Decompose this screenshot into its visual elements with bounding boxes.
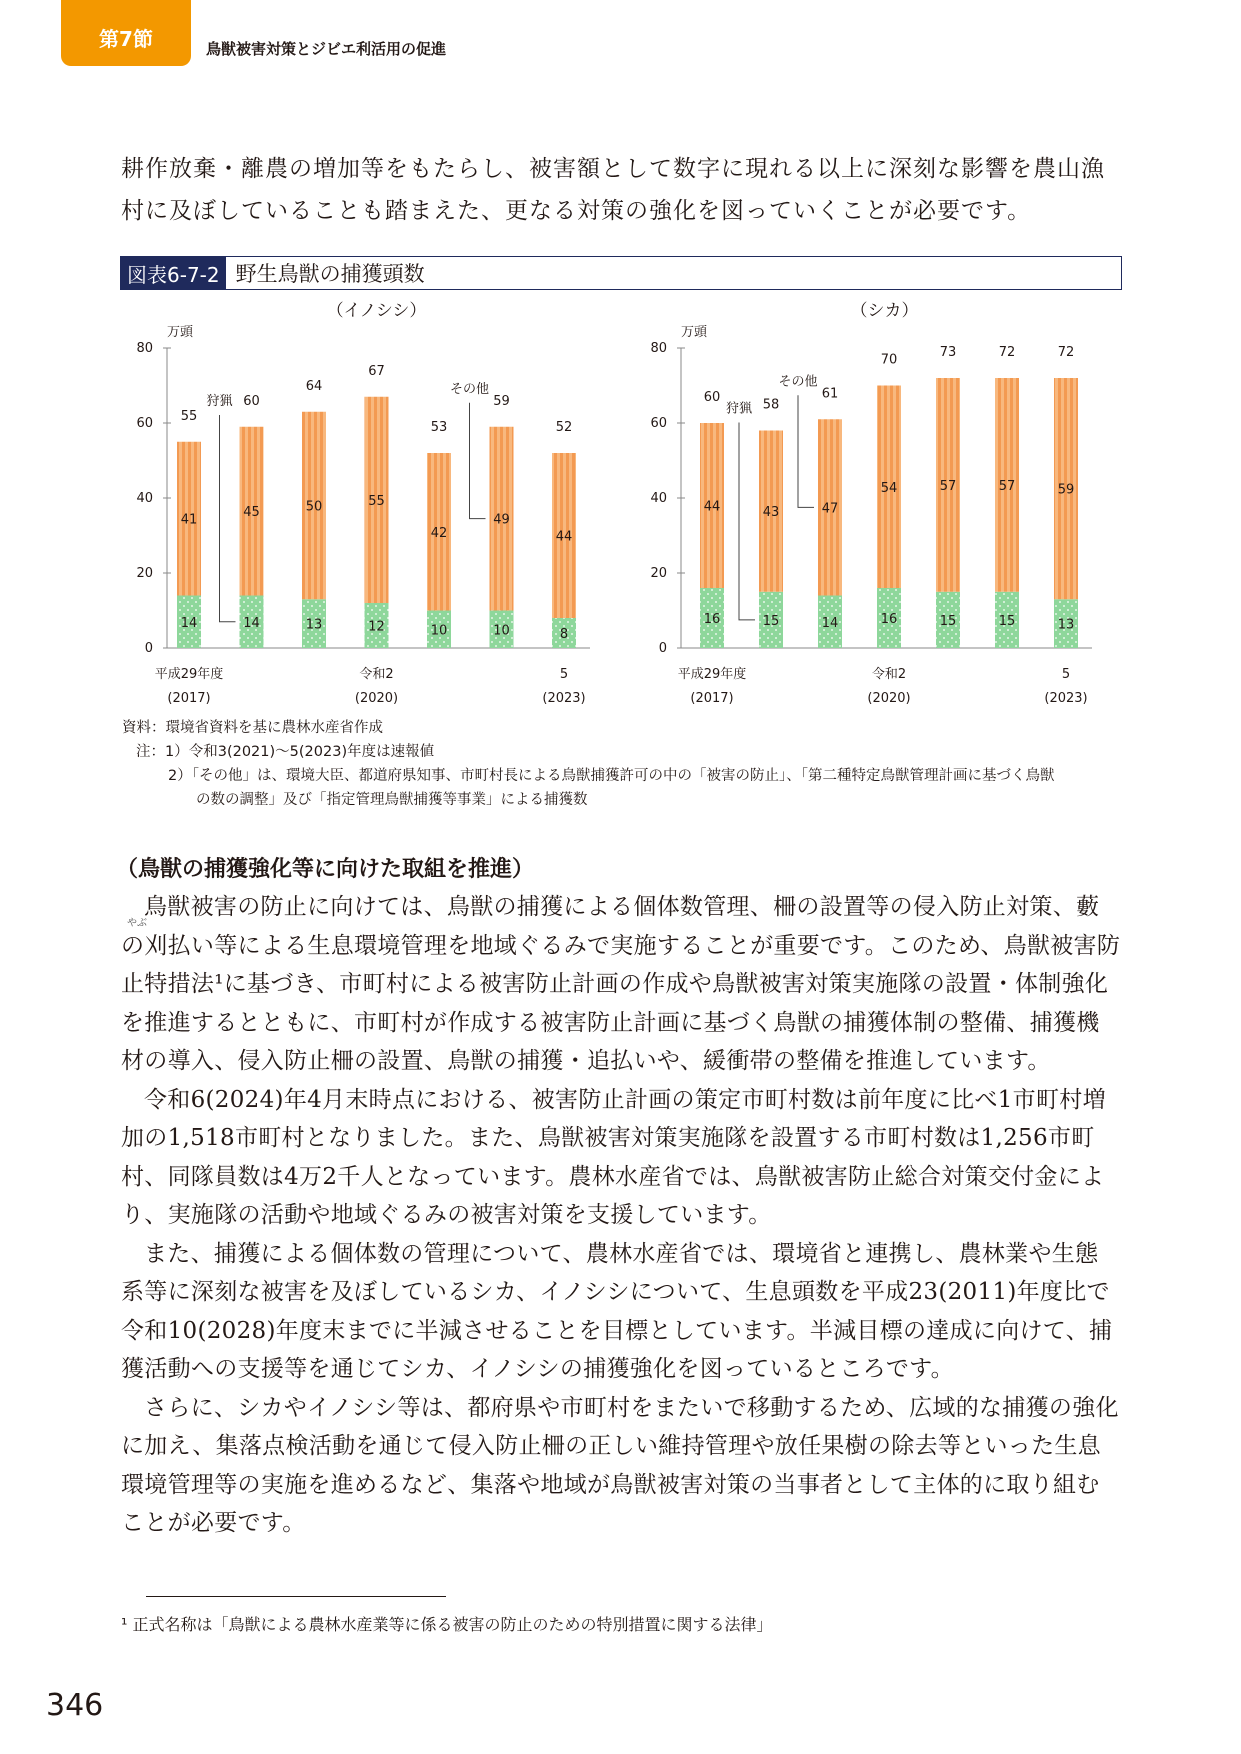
data-label-hunting: 15	[939, 613, 957, 629]
data-label-other: 41	[180, 512, 198, 528]
y-tick-label: 60	[650, 416, 667, 431]
paragraph-1: 鳥獣被害の防止に向けては、鳥獣の捕獲による個体数管理、柵の設置等の侵入防止対策、藪の刈払い等による生息環境管理を地域ぐるみで実施することが重要です。このため、鳥獣被害防止特措法¹に基づき、市町村による被害防止計画の作成や鳥獣被害対策実施隊の設置・体制強化を推進するとともに、市町村が作成する被害防止計画に基づく鳥獣の捕獲体制の整備、捕獲機材の導入、侵入防止柵の設置、鳥獣の捕獲・追払いや、緩衝帯の整備を推進しています。	[121, 894, 1121, 1074]
data-label-total: 60	[243, 393, 260, 409]
y-tick-label: 60	[136, 416, 153, 431]
data-label-total: 72	[998, 345, 1016, 360]
note-2-line-2: の数の調整」及び「指定管理鳥獣捕獲等事業」による捕獲数	[196, 792, 588, 808]
intro-paragraph: 耕作放棄・離農の増加等をもたらし、被害額として数字に現れる以上に深刻な影響を農山漁村に及ぼしていることも踏まえた、更なる対策の強化を図っていくことが必要です。	[121, 156, 1105, 224]
x-category-label: 令和2	[359, 667, 394, 682]
y-tick-label: 40	[650, 491, 667, 506]
y-axis-unit-label: 万頭	[681, 325, 708, 340]
data-label-total: 58	[762, 397, 780, 413]
x-category-label: 5	[1061, 667, 1071, 682]
note-source: 資料：環境省資料を基に農林水産省作成	[122, 720, 383, 736]
section-title: 鳥獣被害対策とジビエ利活用の促進	[206, 40, 447, 58]
y-tick-label: 40	[136, 491, 153, 506]
data-label-hunting: 13	[305, 617, 323, 633]
data-label-hunting: 12	[368, 619, 385, 635]
legend-label-other: その他	[778, 374, 818, 390]
data-label-hunting: 16	[880, 612, 898, 627]
section-heading: （鳥獣の捕獲強化等に向けた取組を推進）	[116, 857, 535, 882]
data-label-total: 70	[880, 352, 898, 368]
data-label-other: 42	[430, 525, 448, 541]
section-tab	[61, 0, 191, 66]
data-label-other: 54	[880, 480, 898, 496]
data-label-total: 53	[430, 420, 448, 435]
x-year-label: (2017)	[690, 691, 734, 706]
data-label-other: 44	[555, 529, 573, 545]
data-label-hunting: 14	[243, 615, 260, 631]
data-label-hunting: 14	[180, 615, 198, 631]
data-label-other: 43	[762, 505, 780, 521]
figure-number: 図表6-7-2	[121, 257, 226, 289]
y-axis-unit-label: 万頭	[167, 325, 194, 340]
data-label-total: 61	[821, 386, 839, 402]
chart-wild-boar	[136, 301, 590, 706]
legend-label-hunting: 狩猟	[206, 394, 233, 409]
y-tick-label: 0	[144, 641, 153, 656]
data-label-total: 52	[555, 420, 573, 435]
page-number: 346	[46, 1688, 104, 1723]
body-text	[121, 888, 1121, 1543]
figure-title-box	[120, 256, 1122, 290]
note-2-line-1: 2）「その他」は、環境大臣、都道府県知事、市町村長による鳥獣捕獲許可の中の「被害の防止」、「第二種特定鳥獣管理計画に基づく鳥獣	[168, 768, 1055, 784]
data-label-hunting: 16	[703, 612, 721, 627]
data-label-hunting: 14	[821, 615, 839, 631]
footnote: ¹ 正式名称は「鳥獣による農林水産業等に係る被害の防止のための特別措置に関する法律」	[121, 1615, 773, 1634]
data-label-other: 49	[493, 512, 510, 528]
data-label-hunting: 15	[998, 613, 1016, 629]
data-label-hunting: 8	[559, 627, 569, 642]
legend-leader-hunting	[220, 415, 236, 622]
footnote-rule	[146, 1596, 446, 1597]
x-year-label: (2023)	[1044, 691, 1088, 706]
chart-title: （シカ）	[850, 301, 919, 321]
figure-notes	[122, 716, 1054, 812]
x-category-label: 平成29年度	[154, 667, 224, 682]
x-category-label: 平成29年度	[677, 667, 747, 682]
paragraph-2: 令和6(2024)年4月末時点における、被害防止計画の策定市町村数は前年度に比べ1市町村増加の1,518市町村となりました。また、鳥獣被害対策実施隊を設置する市町村数は1,256市町村、同隊員数は4万2千人となっています。農林水産省では、鳥獣被害防止総合対策交付金により、実施隊の活動や地域ぐるみの被害対策を支援しています。	[121, 1086, 1106, 1228]
x-year-label: (2023)	[542, 691, 586, 706]
y-tick-label: 0	[658, 641, 667, 656]
data-label-other: 50	[305, 499, 323, 515]
paragraph-3: また、捕獲による個体数の管理について、農林水産省では、環境省と連携し、農林業や生態系等に深刻な被害を及ぼしているシカ、イノシシについて、生息頭数を平成23(2011)年度比で令和10(2028)年度末までに半減させることを目標としています。半減目標の達成に向けて、捕獲活動への支援等を通じてシカ、イノシシの捕獲強化を図っているところです。	[121, 1240, 1113, 1382]
x-category-label: 令和2	[871, 667, 907, 682]
data-label-hunting: 10	[493, 623, 510, 639]
data-label-hunting: 15	[762, 613, 780, 629]
data-label-hunting: 13	[1057, 617, 1075, 633]
data-label-other: 57	[939, 478, 957, 494]
chart-title: （イノシシ）	[326, 301, 427, 321]
data-label-total: 73	[939, 345, 957, 360]
note-1: 注：1）令和3(2021)～5(2023)年度は速報値	[136, 744, 435, 760]
data-label-total: 60	[703, 390, 721, 405]
y-tick-label: 20	[136, 566, 153, 581]
data-label-total: 72	[1057, 345, 1075, 360]
data-label-hunting: 10	[430, 623, 448, 639]
y-tick-label: 80	[650, 341, 667, 356]
data-label-other: 45	[243, 505, 260, 521]
x-year-label: (2020)	[354, 691, 399, 706]
data-label-other: 59	[1057, 482, 1075, 498]
data-label-other: 57	[998, 478, 1016, 494]
paragraph-4: さらに、シカやイノシシ等は、都府県や市町村をまたいで移動するため、広域的な捕獲の強化に加え、集落点検活動を通じて侵入防止柵の正しい維持管理や放任果樹の除去等といった生息環境管理等の実施を進めるなど、集落や地域が鳥獣被害対策の当事者として主体的に取り組むことが必要です。	[121, 1394, 1119, 1536]
ruby-annotation: やぶ	[127, 918, 147, 929]
legend-leader-other	[798, 395, 814, 507]
chart-deer	[650, 301, 1092, 706]
x-year-label: (2020)	[867, 691, 911, 706]
data-label-total: 55	[180, 408, 198, 424]
data-label-other: 44	[703, 499, 721, 515]
data-label-other: 47	[821, 501, 839, 517]
data-label-total: 59	[493, 393, 510, 409]
figure-title: 野生鳥獣の捕獲頭数	[235, 262, 425, 286]
x-category-label: 5	[559, 667, 569, 682]
y-tick-label: 80	[136, 341, 153, 356]
section-tab-label: 第7節	[99, 27, 153, 51]
x-year-label: (2017)	[167, 691, 211, 706]
legend-label-hunting: 狩猟	[725, 401, 753, 417]
legend-leader-hunting	[739, 423, 755, 620]
legend-label-other: その他	[449, 381, 490, 397]
data-label-other: 55	[368, 493, 385, 509]
legend-leader-other	[470, 403, 486, 519]
data-label-total: 64	[305, 378, 323, 394]
data-label-total: 67	[368, 363, 385, 379]
figure-charts	[110, 292, 1130, 712]
y-tick-label: 20	[650, 566, 667, 581]
